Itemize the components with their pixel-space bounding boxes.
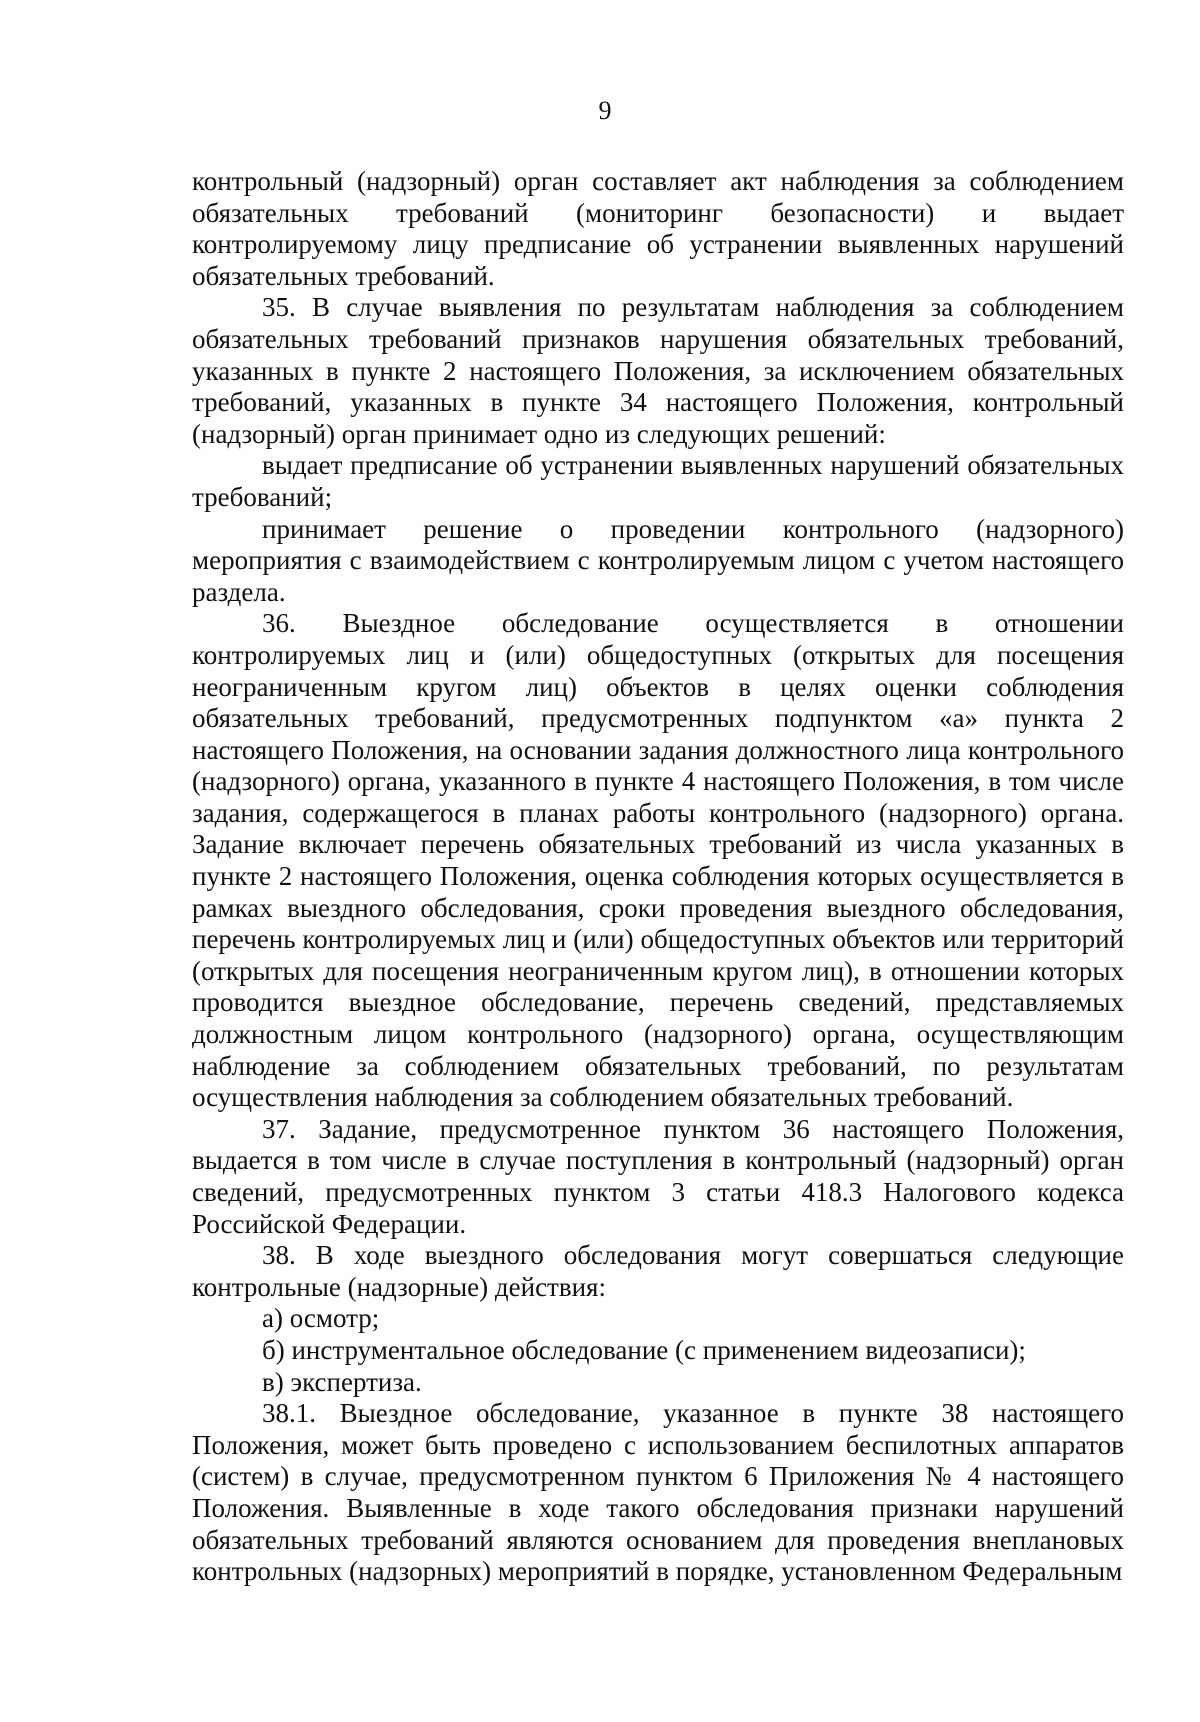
paragraph-38-item-b: б) инструментальное обследование (с применением видеозаписи);: [262, 1334, 1026, 1365]
paragraph-35-option-prescription: выдает предписание об устранении выявленных нарушений обязательных требований;: [192, 450, 1124, 512]
paragraph-38-item-c: в) экспертиза.: [262, 1366, 422, 1397]
paragraph-36: 36. Выездное обследование осуществляется в отношении контролируемых лиц и (или) общедоступных (открытых для посещения неограниченным кругом лиц) объектов в целях оценки соблюдения обязательных требований, предусмотренных подпунктом «а» пункта 2 настоящего Положения, на основании задания должностного лица контрольного (надзорного) органа, указанного в пункте 4 настоящего Положения, в том числе задания, содержащегося в планах работы контрольного (надзорного) органа. Задание включает перечень обязательных требований из числа указанных в пункте 2 настоящего Положения, оценка соблюдения которых осуществляется в рамках выездного обследования, сроки проведения выездного обследования, перечень контролируемых лиц и (или) общедоступных объектов или территорий (открытых для посещения неограниченным кругом лиц), в отношении которых проводится выездное обследование, перечень сведений, представляемых должностным лицом контрольного (надзорного) органа, осуществляющим наблюдение за соблюдением обязательных требований, по результатам осуществления наблюдения за соблюдением обязательных требований.: [192, 608, 1124, 1113]
document-body: [192, 166, 1124, 1588]
page-number: 9: [598, 96, 612, 125]
paragraph-38-item-a: а) осмотр;: [262, 1303, 380, 1334]
paragraph-35-option-measure: принимает решение о проведении контрольного (надзорного) мероприятия с взаимодействием с контролируемым лицом с учетом настоящего раздела.: [192, 513, 1124, 607]
paragraph-38: 38. В ходе выездного обследования могут совершаться следующие контрольные (надзорные) действия:: [192, 1240, 1124, 1302]
paragraph-38-1: 38.1. Выездное обследование, указанное в пункте 38 настоящего Положения, может быть проведено с использованием беспилотных аппаратов (систем) в случае, предусмотренном пунктом 6 Приложения № 4 настоящего Положения. Выявленные в ходе такого обследования признаки нарушений обязательных требований являются основанием для проведения внеплановых контрольных (надзорных) мероприятий в порядке, установленном Федеральным: [192, 1398, 1124, 1587]
paragraph-continuation: контрольный (надзорный) орган составляет акт наблюдения за соблюдением обязательных требований (мониторинг безопасности) и выдает контролируемому лицу предписание об устранении выявленных нарушений обязательных требований.: [192, 166, 1124, 291]
paragraph-35: 35. В случае выявления по результатам наблюдения за соблюдением обязательных требований признаков нарушения обязательных требований, указанных в пункте 2 настоящего Положения, за исключением обязательных требований, указанных в пункте 34 настоящего Положения, контрольный (надзорный) орган принимает одно из следующих решений:: [192, 292, 1124, 449]
paragraph-37: 37. Задание, предусмотренное пунктом 36 настоящего Положения, выдается в том числе в случае поступления в контрольный (надзорный) орган сведений, предусмотренных пунктом 3 статьи 418.3 Налогового кодекса Российской Федерации.: [192, 1113, 1124, 1239]
